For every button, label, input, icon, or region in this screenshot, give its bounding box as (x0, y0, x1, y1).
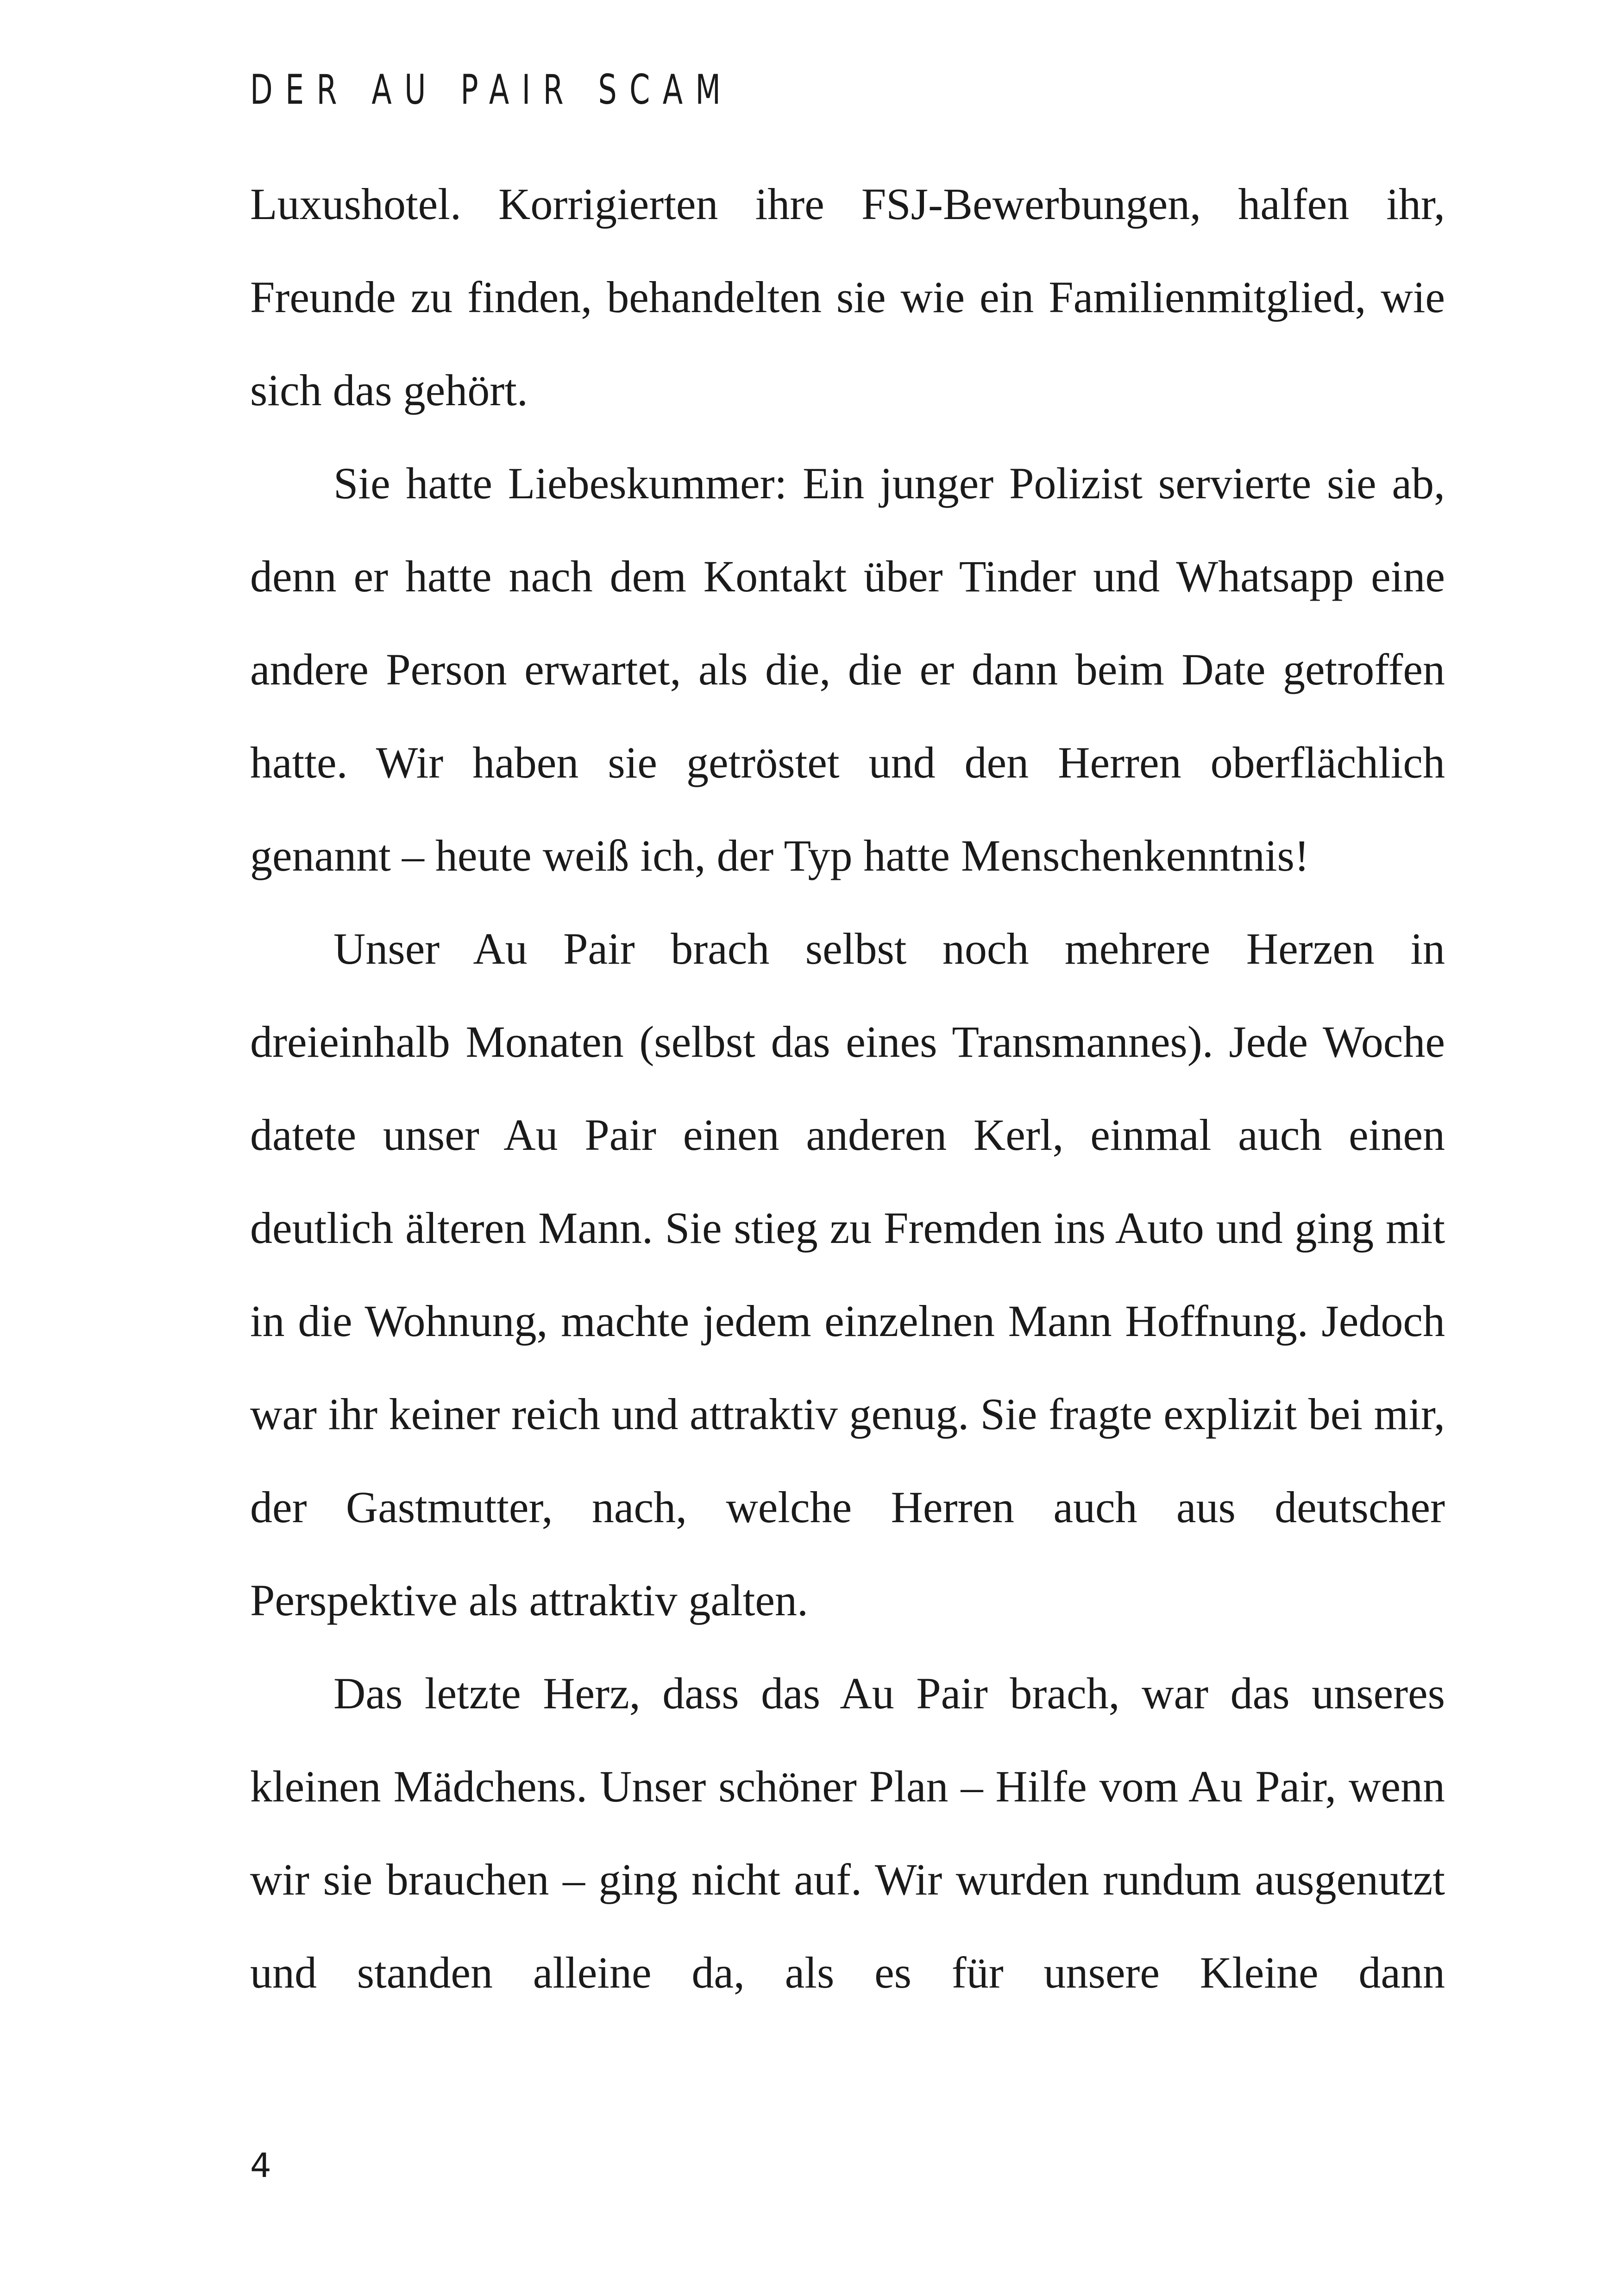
running-head: DER AU PAIR SCAM (250, 66, 734, 113)
body-text (250, 157, 1445, 2019)
paragraph-3: Unser Au Pair brach selbst noch mehrere Herzen in dreieinhalb Monaten (selbst das eines Transmannes). Jede Woche datete unser Au Pair einen anderen Kerl, einmal auch einen deutlich älteren Mann. Sie stieg zu Fremden ins Auto und ging mit in die Wohnung, machte jedem einzelnen Mann Hoffnung. Jedoch war ihr keiner reich und attraktiv genug. Sie fragte explizit bei mir, der Gastmutter, nach, welche Herren auch aus deutscher Perspektive als attraktiv galten. (250, 924, 1445, 1625)
paragraph-4: Das letzte Herz, dass das Au Pair brach, war das unseres kleinen Mädchens. Unser schöner Plan – Hilfe vom Au Pair, wenn wir sie brauchen – ging nicht auf. Wir wurden rundum ausgenutzt und standen alleine da, als es für unsere Kleine dann (250, 1669, 1445, 1997)
page-number: 4 (250, 2146, 271, 2185)
paragraph-1: Luxushotel. Korrigierten ihre FSJ-Bewerbungen, halfen ihr, Freunde zu finden, behandelten sie wie ein Familienmitglied, wie sich das gehört. (250, 179, 1445, 415)
paragraph-2: Sie hatte Liebeskummer: Ein junger Polizist servierte sie ab, denn er hatte nach dem Kontakt über Tinder und Whatsapp eine andere Person erwartet, als die, die er dann beim Date getroffen hatte. Wir haben sie getröstet und den Herren oberflächlich genannt – heute weiß ich, der Typ hatte Menschenkenntnis! (250, 458, 1445, 880)
